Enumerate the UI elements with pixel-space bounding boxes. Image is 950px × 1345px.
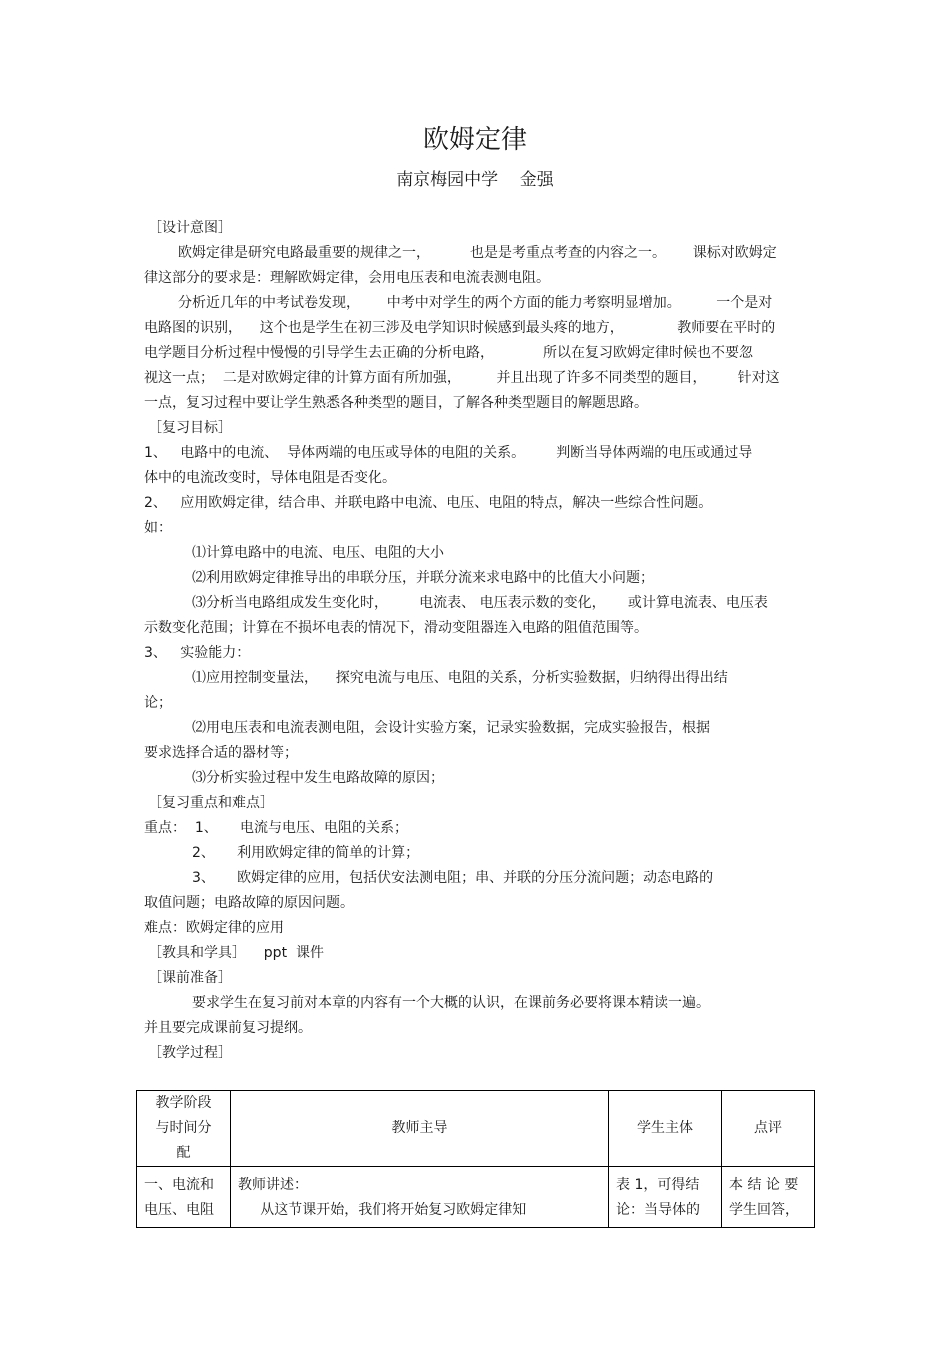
- text-line: ⑶分析当电路组成发生变化时， 电流表、 电压表示数的变化， 或计算电流表、电压表: [192, 595, 768, 611]
- cell-student: 表 1，可得结 论：当导体的: [609, 1167, 722, 1228]
- text-line: 视这一点； 二是对欧姆定律的计算方面有所加强， 并且出现了许多不同类型的题目， 针对这: [144, 370, 780, 386]
- text-line: ［教学过程］: [148, 1045, 232, 1061]
- cell-teacher: 教师讲述： 从这节课开始，我们将开始复习欧姆定律知: [231, 1167, 609, 1228]
- table-header-row: [137, 1091, 815, 1167]
- text-line: ⑴应用控制变量法， 探究电流与电压、电阻的关系，分析实验数据，归纳得出得出结: [192, 670, 728, 686]
- text-line: 2、 利用欧姆定律的简单的计算；: [192, 845, 420, 861]
- text-line: 欧姆定律是研究电路最重要的规律之一， 也是是考重点考查的内容之一。 课标对欧姆定: [178, 245, 777, 261]
- text-line: 律这部分的要求是：理解欧姆定律，会用电压表和电流表测电阻。: [144, 270, 550, 286]
- header-comment: 点评: [722, 1091, 815, 1167]
- text-line: ⑴计算电路中的电流、电压、电阻的大小: [192, 545, 444, 561]
- text-line: ［教具和学具］ ppt 课件: [148, 945, 324, 961]
- text-line: 要求学生在复习前对本章的内容有一个大概的认识，在课前务必要将课本精读一遍。: [192, 995, 710, 1011]
- text-line: 3、 欧姆定律的应用，包括伏安法测电阻；串、并联的分压分流问题；动态电路的: [192, 870, 714, 886]
- text-line: ⑵利用欧姆定律推导出的串联分压，并联分流来求电路中的比值大小问题；: [192, 570, 654, 586]
- text-line: 要求选择合适的器材等；: [144, 745, 298, 761]
- text-line: ⑶分析实验过程中发生电路故障的原因；: [192, 770, 444, 786]
- text-line: 取值问题；电路故障的原因问题。: [144, 895, 354, 911]
- text-line: 3、 实验能力：: [144, 645, 251, 661]
- text-line: 分析近几年的中考试卷发现， 中考中对学生的两个方面的能力考察明显增加。 一个是对: [178, 295, 773, 311]
- text-line: ［复习重点和难点］: [148, 795, 274, 811]
- cell-comment: 本 结 论 要 学生回答，: [722, 1167, 815, 1228]
- teaching-process-table: [136, 1090, 815, 1228]
- text-line: ⑵用电压表和电流表测电阻，会设计实验方案，记录实验数据，完成实验报告，根据: [192, 720, 710, 736]
- document-title: 欧姆定律: [422, 125, 527, 155]
- text-line: 电路图的识别， 这个也是学生在初三涉及电学知识时候感到最头疼的地方， 教师要在平时的: [144, 320, 776, 336]
- table-row: [137, 1167, 815, 1228]
- text-line: ［复习目标］: [148, 420, 232, 436]
- header-student: 学生主体: [609, 1091, 722, 1167]
- text-line: 示数变化范围；计算在不损坏电表的情况下，滑动变阻器连入电路的阻值范围等。: [144, 620, 648, 636]
- text-line: ［课前准备］: [148, 970, 232, 986]
- text-line: 论；: [144, 695, 172, 711]
- header-stage: 教学阶段 与时间分 配: [137, 1091, 231, 1167]
- text-line: 并且要完成课前复习提纲。: [144, 1020, 312, 1036]
- cell-stage: 一、电流和 电压、电阻: [137, 1167, 231, 1228]
- text-line: 1、 电路中的电流、 导体两端的电压或导体的电阻的关系。 判断当导体两端的电压或通过导: [144, 445, 753, 461]
- header-teacher: 教师主导: [231, 1091, 609, 1167]
- text-line: 难点：欧姆定律的应用: [144, 920, 284, 936]
- document-subtitle: 南京梅园中学 金强: [396, 170, 554, 190]
- text-line: 2、 应用欧姆定律，结合串、并联电路中电流、电压、电阻的特点，解决一些综合性问题。: [144, 495, 713, 511]
- text-line: 如：: [144, 520, 172, 536]
- text-line: 体中的电流改变时，导体电阻是否变化。: [144, 470, 396, 486]
- text-line: 一点，复习过程中要让学生熟悉各种类型的题目，了解各种类型题目的解题思路。: [144, 395, 648, 411]
- text-line: 重点： 1、 电流与电压、电阻的关系；: [144, 820, 409, 836]
- text-line: 电学题目分析过程中慢慢的引导学生去正确的分析电路， 所以在复习欧姆定律时候也不要忽: [144, 345, 753, 361]
- text-line: ［设计意图］: [148, 220, 232, 236]
